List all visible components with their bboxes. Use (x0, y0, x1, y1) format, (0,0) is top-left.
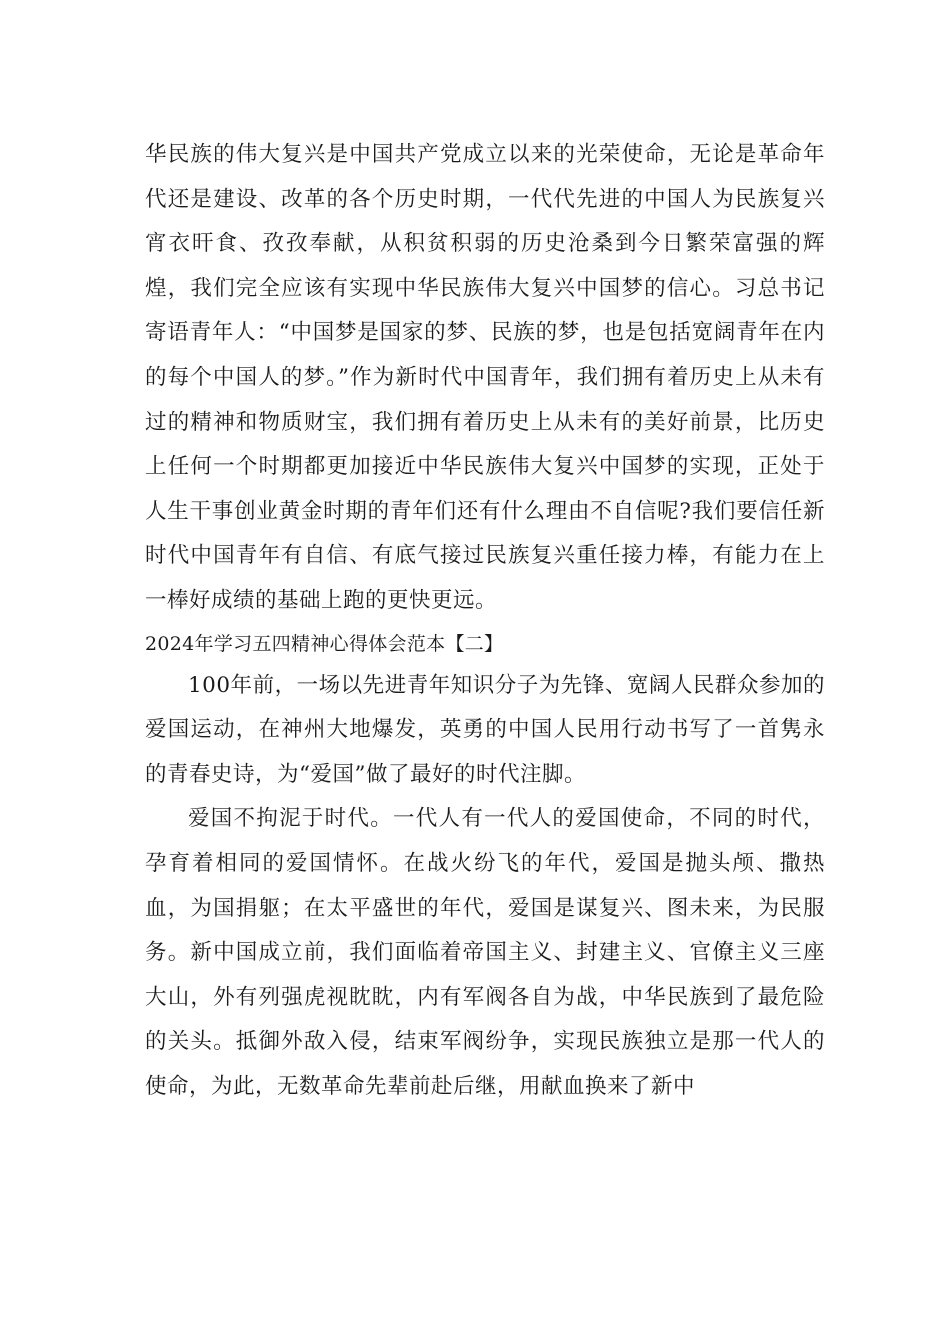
body-paragraph-continued: 华民族的伟大复兴是中国共产党成立以来的光荣使命，无论是革命年代还是建设、改革的各个历史时期，一代代先进的中国人为民族复兴宵衣旰食、孜孜奉献，从积贫积弱的历史沧桑到今日繁荣富强的辉煌，我们完全应该有实现中华民族伟大复兴中国梦的信心。习总书记寄语青年人：“中国梦是国家的梦、民族的梦，也是包括宽阔青年在内的每个中国人的梦。”作为新时代中国青年，我们拥有着历史上从未有过的精神和物质财宝，我们拥有着历史上从未有的美好前景，比历史上任何一个时期都更加接近中华民族伟大复兴中国梦的实现，正处于人生干事创业黄金时期的青年们还有什么理由不自信呢?我们要信任新时代中国青年有自信、有底气接过民族复兴重任接力棒，有能力在上一棒好成绩的基础上跑的更快更远。 (145, 142, 825, 613)
body-paragraph: 100年前，一场以先进青年知识分子为先锋、宽阔人民群众参加的爱国运动，在神州大地爆发，英勇的中国人民用行动书写了一首隽永的青春史诗，为“爱国”做了最好的时代注脚。 (145, 672, 825, 787)
document-page (145, 133, 825, 1109)
body-paragraph: 爱国不拘泥于时代。一代人有一代人的爱国使命，不同的时代，孕育着相同的爱国情怀。在战火纷飞的年代，爱国是抛头颅、撒热血，为国捐躯；在太平盛世的年代，爱国是谋复兴、图未来，为民服务。新中国成立前，我们面临着帝国主义、封建主义、官僚主义三座大山，外有列强虎视眈眈，内有军阀各自为战，中华民族到了最危险的关头。抵御外敌入侵，结束军阀纷争，实现民族独立是那一代人的使命，为此，无数革命先辈前赴后继，用献血换来了新中 (145, 806, 825, 1099)
section-heading: 2024年学习五四精神心得体会范本【二】 (145, 632, 504, 655)
